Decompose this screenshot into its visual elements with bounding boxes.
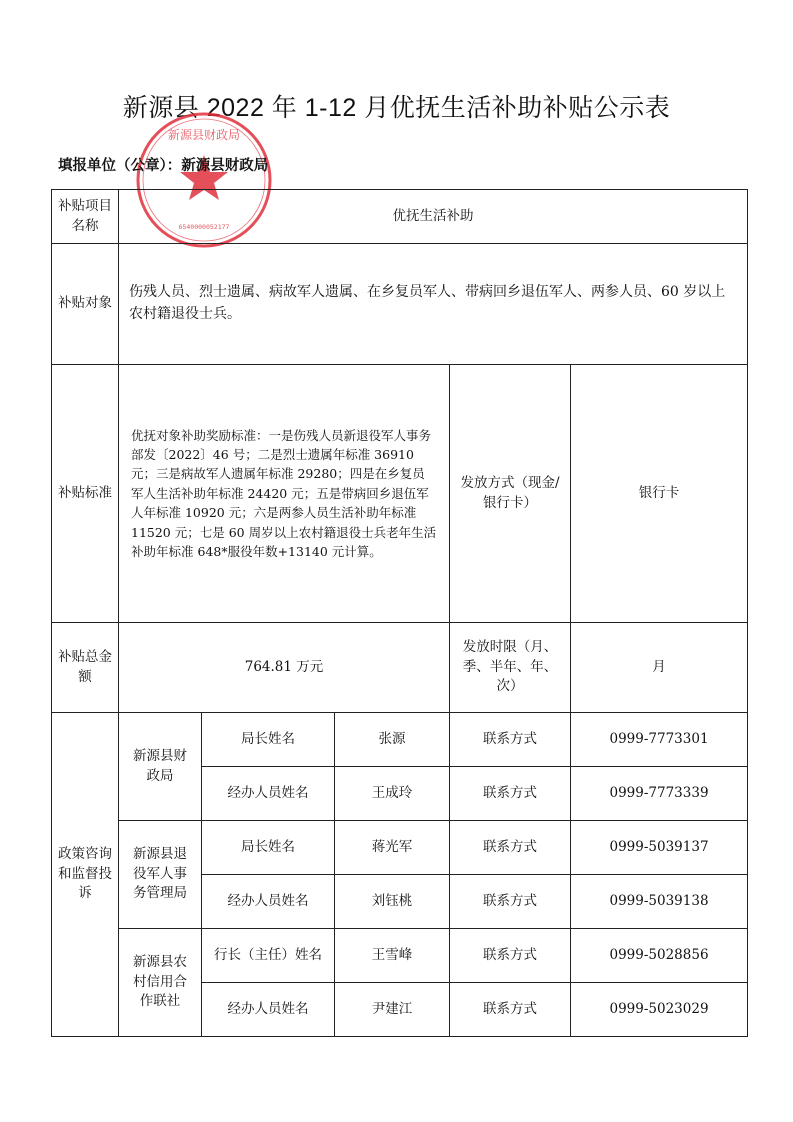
standard-label: 补贴标准 [52,365,119,623]
total-value: 764.81 万元 [119,623,450,713]
org-name: 新源县退役军人事务管理局 [119,821,202,929]
project-row [52,190,748,244]
total-label: 补贴总金额 [52,623,119,713]
phone-number: 0999-5039137 [571,821,748,875]
role-label: 局长姓名 [202,713,335,767]
phone-number: 0999-7773301 [571,713,748,767]
standard-value: 优抚对象补助奖励标准：一是伤残人员新退役军人事务部发〔2022〕46 号；二是烈士遗属年标准 36910 元；三是病故军人遗属年标准 29280；四是在乡复员军人生活补助年标准 24420 元；五是带病回乡退伍军人年标准 10920 元；六是两参人员生活补助年标准 11520 元；七是 60 周岁以上农村籍退役士兵老年生活补助年标准 648*服役年数+13140 元计算。 [119,365,450,623]
role-label: 局长姓名 [202,821,335,875]
contact-row [52,713,748,767]
filing-unit: 填报单位（公章）：新源县财政局 [58,158,269,174]
standard-row [52,365,748,623]
total-row [52,623,748,713]
payment-period-value: 月 [571,623,748,713]
object-value: 伤残人员、烈士遗属、病故军人遗属、在乡复员军人、带病回乡退伍军人、两参人员、60 岁以上农村籍退役士兵。 [119,244,748,365]
org-name: 新源县财政局 [119,713,202,821]
contact-label: 联系方式 [450,983,571,1037]
contact-label: 联系方式 [450,713,571,767]
payment-method-value: 银行卡 [571,365,748,623]
object-row [52,244,748,365]
contact-label: 联系方式 [450,929,571,983]
org-name: 新源县农村信用合作联社 [119,929,202,1037]
object-label: 补贴对象 [52,244,119,365]
svg-text:新源县财政局: 新源县财政局 [167,128,241,142]
phone-number: 0999-7773339 [571,767,748,821]
role-label: 行长（主任）姓名 [202,929,335,983]
subsidy-table [51,189,748,1037]
person-name: 张源 [335,713,450,767]
phone-number: 0999-5023029 [571,983,748,1037]
project-label: 补贴项目名称 [52,190,119,244]
person-name: 王雪峰 [335,929,450,983]
payment-method-label: 发放方式（现金/银行卡） [450,365,571,623]
contact-row [52,929,748,983]
contact-label: 联系方式 [450,821,571,875]
role-label: 经办人员姓名 [202,875,335,929]
svg-text:6540000052177: 6540000052177 [178,223,230,231]
role-label: 经办人员姓名 [202,983,335,1037]
contact-label: 联系方式 [450,875,571,929]
role-label: 经办人员姓名 [202,767,335,821]
person-name: 刘钰桃 [335,875,450,929]
consult-label: 政策咨询和监督投诉 [52,713,119,1037]
person-name: 王成玲 [335,767,450,821]
payment-period-label: 发放时限（月、季、半年、年、次） [450,623,571,713]
project-value: 优抚生活补助 [119,190,748,244]
phone-number: 0999-5039138 [571,875,748,929]
contact-row [52,821,748,875]
phone-number: 0999-5028856 [571,929,748,983]
person-name: 蒋光军 [335,821,450,875]
person-name: 尹建江 [335,983,450,1037]
contact-label: 联系方式 [450,767,571,821]
page-title: 新源县 2022 年 1-12 月优抚生活补助补贴公示表 [122,94,671,122]
